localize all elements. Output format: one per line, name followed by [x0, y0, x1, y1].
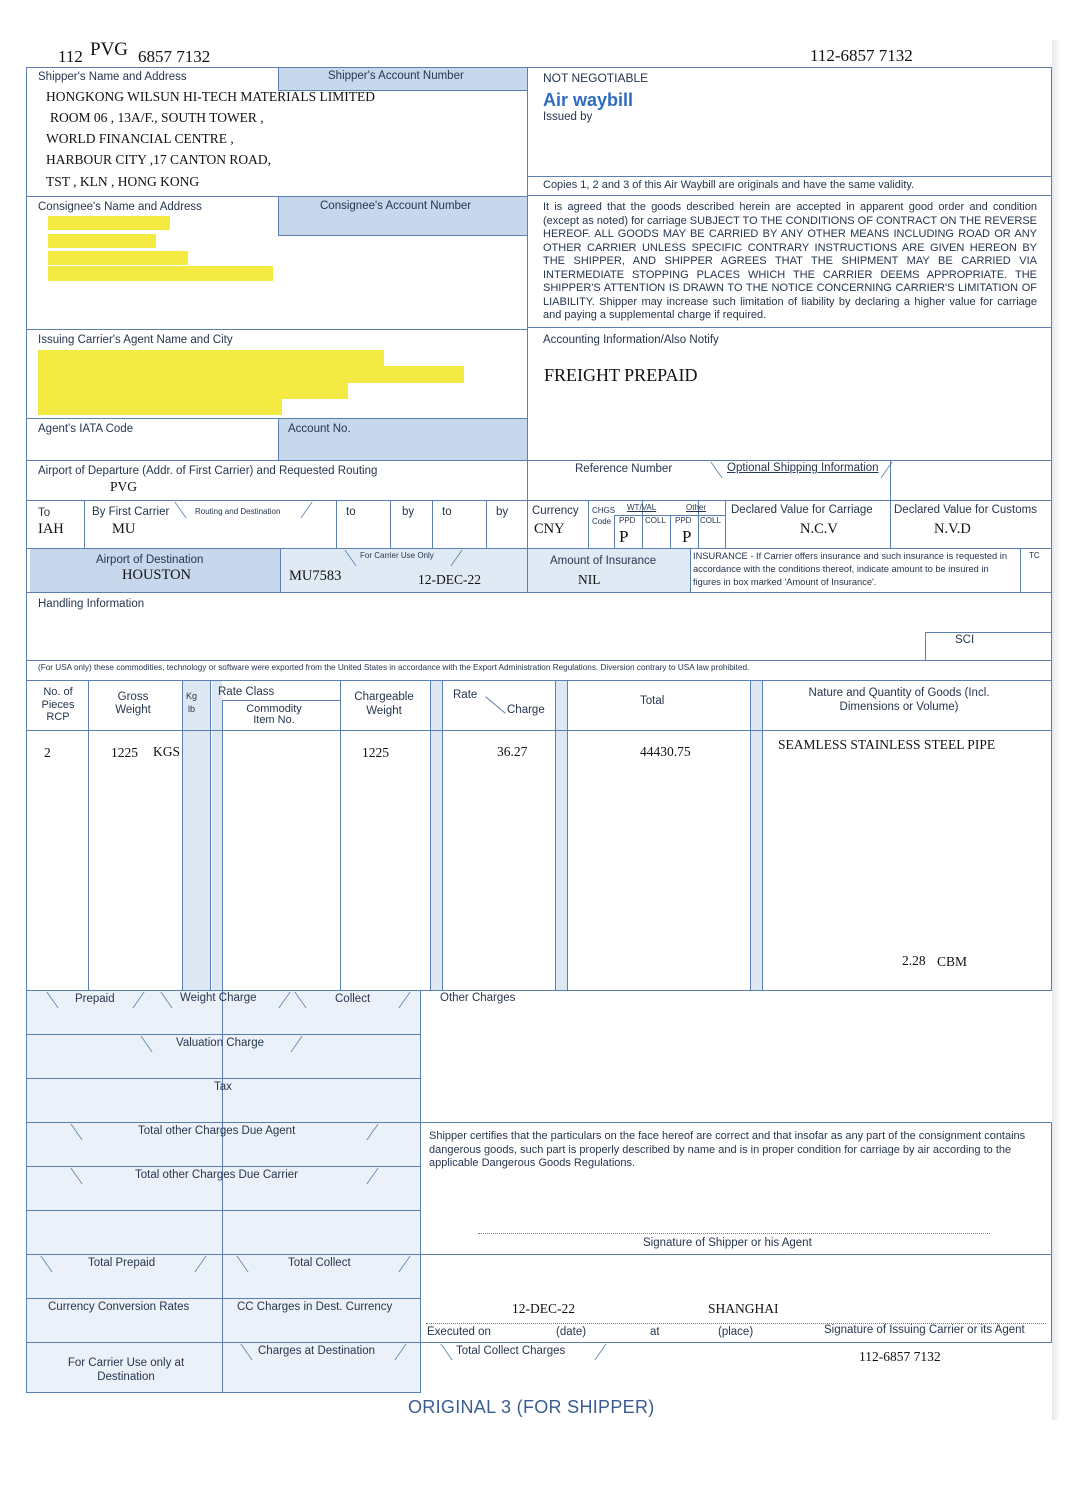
total-prepaid-label: Total Prepaid [88, 1257, 156, 1269]
execution-place: SHANGHAI [708, 1301, 779, 1316]
pieces-header: No. of Pieces RCP [41, 686, 75, 723]
shipper-signature-label: Signature of Shipper or his Agent [643, 1237, 812, 1249]
kg-column-band [182, 680, 210, 990]
consignee-redaction [48, 216, 170, 230]
sci-label: SCI [955, 634, 975, 646]
conditions-text: It is agreed that the goods described herein are accepted in apparent good order and condition (except as noted) for carriage SUBJECT TO THE CONDITIONS OF CONTRACT ON THE REVERSE HEREOF. ALL GOODS MAY BE CARRIED BY ANY OTHER MEANS INCLUDING ROAD OR ANY OTHER CARRIER UNLESS SPECIFIC CONTRARY INSTRUCTIONS ARE GIVEN HEREON BY THE SHIPPER, AND SHIPPER AGREES THAT THE SHIPMENT MAY BE CARRIED VIA INTERMEDIATE STOPPING PLACES WHICH THE CARRIER DEEMS APPROPRIATE. THE SHIPPER'S ATTENTION IS DRAWN TO THE NOTICE CONCERNING CARRIER'S LIMITATION OF LIABILITY. Shipper may increase such limitation of liability by declaring a higher value for carriage and paying a supplemental charge if required. [543, 201, 1037, 321]
insurance-amount-label: Amount of Insurance [550, 555, 657, 567]
shipper-account-label: Shipper's Account Number [328, 70, 464, 82]
total-column-band [750, 680, 762, 990]
other-coll-label: COLL [700, 516, 721, 525]
total-collect-charges-label: Total Collect Charges [456, 1345, 566, 1357]
total-value: 44430.75 [640, 744, 691, 759]
departure-value: PVG [110, 479, 138, 494]
accounting-label: Accounting Information/Also Notify [543, 334, 719, 346]
shipper-label: Shipper's Name and Address [38, 71, 187, 83]
to-3: to [442, 506, 452, 518]
consignee-label: Consignee's Name and Address [38, 201, 202, 213]
charges-left-band [26, 990, 420, 1393]
awb-serial: 6857 7132 [138, 47, 211, 66]
chargeable-weight-value: 1225 [362, 745, 389, 760]
awb-footer-number: 112-6857 7132 [859, 1349, 941, 1364]
shipper-signature-line[interactable] [478, 1233, 990, 1235]
carrier-use-dest-label: For Carrier Use only at Destination [67, 1357, 185, 1383]
volume-value: 2.28 [902, 953, 926, 968]
flight-value: MU7583 [289, 568, 342, 584]
consignee-redaction [48, 266, 273, 281]
handling-label: Handling Information [38, 598, 145, 610]
due-carrier-label: Total other Charges Due Carrier [135, 1169, 298, 1181]
destination-value: HOUSTON [122, 567, 192, 583]
copy-label: ORIGINAL 3 (FOR SHIPPER) [408, 1397, 655, 1417]
executed-on-label: Executed on [427, 1326, 491, 1338]
copies-note: Copies 1, 2 and 3 of this Air Waybill are originals and have the same validity. [543, 179, 915, 191]
conversion-label: Currency Conversion Rates [48, 1301, 190, 1313]
customs-label: Declared Value for Customs [894, 504, 1037, 516]
pieces-value: 2 [44, 745, 51, 760]
consignee-redaction [48, 251, 188, 265]
awb-prefix: 112 [58, 47, 83, 66]
certification-text: Shipper certifies that the particulars on the face hereof are correct and that insofar as any part of the consignment contains dangerous goods, such part is properly described by name and is in proper condition for carriage by air according to the applicable Dangerous Goods Regulations. [429, 1130, 1026, 1169]
other-ppd-label: PPD [675, 516, 692, 525]
to-2: to [346, 506, 356, 518]
currency-label: Currency [532, 505, 579, 517]
wt-ppd-label: PPD [619, 516, 636, 525]
departure-label: Airport of Departure (Addr. of First Carrier) and Requested Routing [38, 465, 378, 477]
agent-redaction [38, 399, 282, 415]
gross-header: Gross Weight [115, 691, 151, 716]
other-value: P [682, 527, 692, 546]
optional-label: Optional Shipping Information [727, 462, 879, 474]
shipper-line-4: HARBOUR CITY ,17 CANTON ROAD, [46, 152, 272, 167]
total-header: Total [640, 695, 665, 707]
shipper-line-2: ROOM 06 , 13A/F., SOUTH TOWER , [50, 110, 264, 125]
by-3: by [496, 506, 509, 518]
at-label: at [650, 1326, 660, 1338]
execution-date: 12-DEC-22 [512, 1301, 575, 1316]
customs-value: N.V.D [934, 521, 971, 537]
routing-destination-label: Routing and Destination [195, 507, 281, 516]
carrier-use-label: For Carrier Use Only [360, 551, 434, 560]
insurance-amount-value: NIL [578, 572, 601, 587]
other-label: Other [686, 503, 707, 512]
tc-label: TC [1029, 551, 1040, 560]
place-label: (place) [718, 1326, 754, 1338]
awb-number-right: 112-6857 7132 [810, 46, 913, 65]
agent-redaction [38, 350, 384, 366]
due-agent-label: Total other Charges Due Agent [138, 1125, 296, 1137]
goods-description: SEAMLESS STAINLESS STEEL PIPE [778, 737, 996, 752]
to-label: To [38, 507, 51, 519]
awb-origin: PVG [90, 39, 129, 60]
tax-label: Tax [214, 1081, 232, 1093]
currency-value: CNY [534, 521, 565, 537]
total-collect-label: Total Collect [288, 1257, 351, 1269]
not-negotiable: NOT NEGOTIABLE [543, 71, 649, 85]
wt-value: P [619, 527, 629, 546]
charge-header: Charge [507, 704, 545, 716]
date-label: (date) [556, 1326, 587, 1338]
chargeable-header: Chargeable Weight [354, 691, 414, 717]
agent-redaction [38, 366, 464, 383]
carriage-value: N.C.V [800, 521, 838, 537]
flight-date: 12-DEC-22 [418, 572, 481, 587]
cc-charges-label: CC Charges in Dest. Currency [237, 1301, 393, 1313]
consignee-redaction [48, 234, 156, 248]
chgs-label: CHGS [592, 506, 616, 515]
insurance-note: INSURANCE - If Carrier offers insurance and such insurance is requested in accordance with the conditions thereof, indicate amount to be insured in figures in box marked 'Amount of Insurance'. [693, 551, 1007, 587]
volume-unit: CBM [937, 954, 968, 969]
by-2: by [402, 506, 415, 518]
issued-by: Issued by [543, 111, 593, 123]
lb-header: lb [188, 704, 196, 714]
carriage-label: Declared Value for Carriage [731, 504, 873, 516]
destination-label: Airport of Destination [96, 554, 204, 566]
prepaid-label: Prepaid [75, 993, 115, 1005]
kg-header: Kg [186, 691, 198, 701]
to-value: IAH [38, 521, 64, 537]
charges-dest-label: Charges at Destination [258, 1345, 375, 1357]
rate-class-band [212, 680, 222, 990]
wtval-label: WT/VAL [627, 503, 657, 512]
shipper-line-5: TST , KLN , HONG KONG [46, 174, 200, 189]
nature-header: Nature and Quantity of Goods (Incl. Dimensions or Volume) [808, 687, 990, 713]
air-waybill-title: Air waybill [543, 90, 634, 110]
commodity-header: Commodity Item No. [246, 703, 302, 726]
unit-value: KGS [153, 744, 181, 759]
gross-weight-value: 1225 [111, 745, 138, 760]
agent-account-label: Account No. [288, 423, 351, 435]
iata-label: Agent's IATA Code [38, 423, 134, 435]
wt-coll-label: COLL [645, 516, 666, 525]
valuation-label: Valuation Charge [176, 1037, 265, 1049]
page-edge-shadow [1052, 40, 1060, 1420]
chgs-code-label: Code [592, 517, 612, 526]
agent-label: Issuing Carrier's Agent Name and City [38, 334, 233, 346]
rate-value: 36.27 [497, 744, 528, 759]
collect-label: Collect [335, 993, 371, 1005]
other-charges-label: Other Charges [440, 992, 516, 1004]
rate-class-header: Rate Class [218, 686, 275, 698]
shipper-line-1: HONGKONG WILSUN HI-TECH MATERIALS LIMITED [46, 89, 375, 104]
consignee-account-label: Consignee's Account Number [320, 200, 472, 212]
charge-column-band [555, 680, 567, 990]
rate-header: Rate [453, 689, 478, 701]
agent-redaction [38, 383, 348, 399]
weight-charge-label: Weight Charge [180, 992, 257, 1004]
first-carrier-label: By First Carrier [92, 506, 170, 518]
shipper-line-3: WORLD FINANCIAL CENTRE , [46, 131, 234, 146]
chargeable-column-band [430, 680, 442, 990]
carrier-signature-label: Signature of Issuing Carrier or its Agent [824, 1324, 1025, 1336]
first-carrier-value: MU [112, 521, 136, 537]
reference-label: Reference Number [575, 463, 673, 475]
usa-note: (For USA only) these commodities, technology or software were exported from the United States in accordance with the Export Administration Regulations. Diversion contrary to USA law prohibited. [38, 663, 750, 672]
accounting-value: FREIGHT PREPAID [544, 365, 698, 385]
